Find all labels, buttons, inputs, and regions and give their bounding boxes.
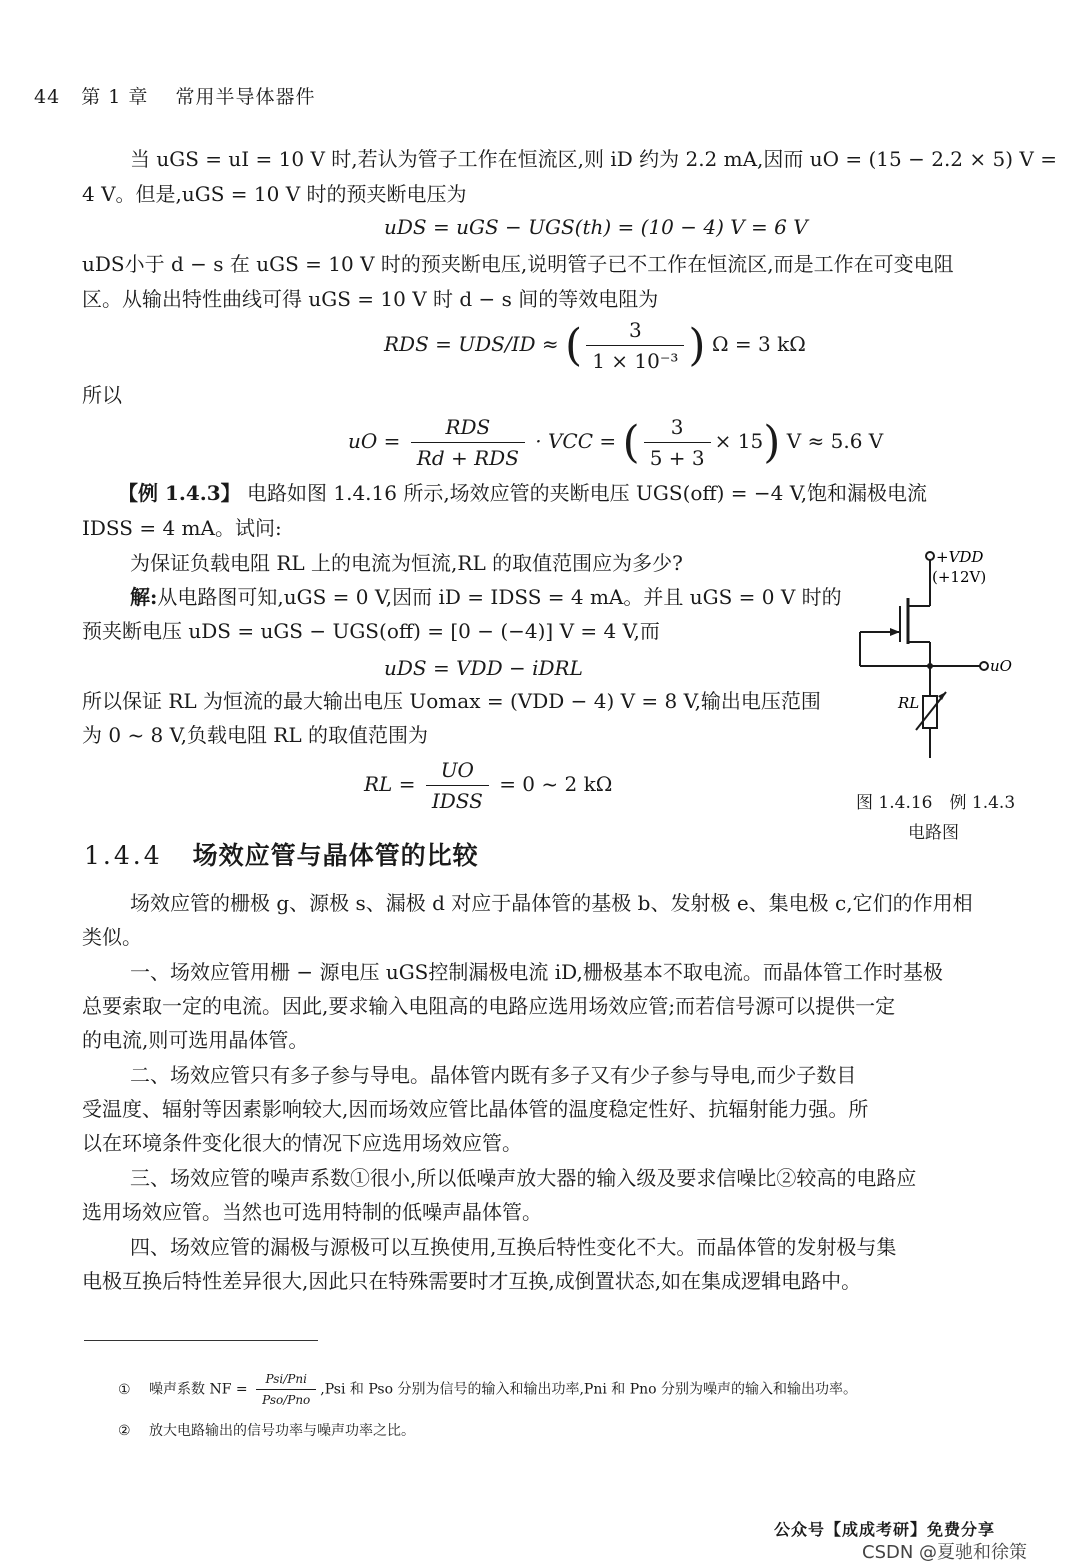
- solution-line: 解:从电路图可知,uGS = 0 V,因而 iD = IDSS = 4 mA。并且 uGS = 0 V 时的: [130, 585, 842, 609]
- eq-rl-fraction: $\frac{UO}{\text{IDSS}}$: [426, 758, 489, 813]
- equation-rl: RL = $\frac{UO}{\text{IDSS}}$ = 0 ~ 2 kΩ: [364, 758, 613, 813]
- footnote-2: ② 放大电路输出的信号功率与噪声功率之比。: [118, 1423, 416, 1439]
- paragraph-line: 场效应管的栅极 g、源极 s、漏极 d 对应于晶体管的基极 b、发射极 e、集电极 c,它们的作用相: [130, 891, 973, 915]
- csdn-watermark: CSDN @夏驰和徐策: [862, 1542, 1028, 1563]
- paragraph-line: 电极互换后特性差异很大,因此只在特殊需要时才互换,成倒置状态,如在集成逻辑电路中。: [82, 1269, 862, 1293]
- paragraph-line: 的电流,则可选用晶体管。: [82, 1028, 309, 1052]
- vdd-terminal: [926, 552, 934, 560]
- paragraph-line: 一、场效应管用栅 − 源电压 uGS控制漏极电流 iD,栅极基本不取电流。而晶体管工作时基极: [130, 960, 943, 984]
- example-line: IDSS = 4 mA。试问:: [82, 516, 282, 540]
- solution-tag: 解:: [130, 585, 158, 609]
- figure-caption-line2: 电路图: [908, 823, 959, 843]
- paragraph-line: 以在环境条件变化很大的情况下应选用场效应管。: [82, 1131, 522, 1155]
- paragraph-line: 所以: [82, 383, 122, 407]
- vdd-value: (+12V): [932, 568, 987, 586]
- eq-uo-fraction-2: $\frac{3}{5 + 3}$: [644, 415, 711, 470]
- paragraph-line: uDS小于 d − s 在 uGS = 10 V 时的预夹断电压,说明管子已不工作在恒流区,而是工作在可变电阻: [82, 252, 954, 276]
- watermark-text: 公众号【成成考研】免费分享: [774, 1520, 996, 1539]
- rl-label: RL: [898, 694, 920, 712]
- equation-predischarge: uDS = uGS − UGS(th) = (10 − 4) V = 6 V: [384, 215, 808, 239]
- paragraph-line: 区。从输出特性曲线可得 uGS = 10 V 时 d − s 间的等效电阻为: [82, 287, 659, 311]
- paragraph-line: 四、场效应管的漏极与源极可以互换使用,互换后特性变化不大。而晶体管的发射极与集: [130, 1235, 897, 1259]
- solution-line: 预夹断电压 uDS = uGS − UGS(off) = [0 − (−4)] V = 4 V,而: [82, 619, 660, 643]
- vdd-label: +VDD: [936, 548, 984, 566]
- equation-uo: uO = $\frac{\text{RDS}}{\text{Rd + RDS}}$ · VCC = ( $\frac{3}{5 + 3}$ × 15) V ≈ 5.6 V: [348, 415, 884, 470]
- output-label: uO: [990, 657, 1012, 675]
- equation-rds: RDS = UDS/ID ≈ ( $\frac{3}{\text{1 × 10⁻³}}$ ) Ω = 3 kΩ: [384, 318, 806, 373]
- eq-rds-right: Ω = 3 kΩ: [711, 332, 806, 356]
- eq-uo-mid: · VCC =: [535, 429, 617, 453]
- paragraph-line: 总要索取一定的电流。因此,要求输入电阻高的电路应选用场效应管;而若信号源可以提供一定: [82, 994, 896, 1018]
- paragraph-line: 类似。: [82, 925, 142, 949]
- figure-caption: 图 1.4.16 例 1.4.3: [856, 793, 1016, 813]
- page-header: [34, 82, 315, 109]
- paragraph-line: 当 uGS = uI = 10 V 时,若认为管子工作在恒流区,则 iD 约为 2.2 mA,因而 uO = (15 − 2.2 × 5) V =: [130, 147, 1057, 171]
- paragraph-line: 4 V。但是,uGS = 10 V 时的预夹断电压为: [82, 182, 467, 206]
- footnote-1: ① 噪声系数 NF = $\frac{\text{Psi/Pni}}{\text{Pso/Pno}}$ ,Psi 和 Pso 分别为信号的输入和输出功率,Pni 和 Pno 分别为噪声的输入和输出功率。: [118, 1372, 858, 1407]
- paragraph-line: 二、场效应管只有多子参与导电。晶体管内既有多子又有少子参与导电,而少子数目: [130, 1063, 857, 1087]
- paragraph-line: 三、场效应管的噪声系数①很小,所以低噪声放大器的输入级及要求信噪比②较高的电路应: [130, 1166, 917, 1190]
- eq-uo-fraction-1: $\frac{\text{RDS}}{\text{Rd + RDS}}$: [411, 415, 525, 470]
- example-question: 为保证负载电阻 RL 上的电流为恒流,RL 的取值范围应为多少?: [130, 551, 683, 575]
- chapter-label: 第 1 章: [81, 86, 149, 108]
- section-number: 1.4.4: [84, 841, 163, 870]
- eq-rds-left: RDS = UDS/ID ≈: [384, 332, 559, 356]
- solution-line: 所以保证 RL 为恒流的最大输出电压 Uomax = (VDD − 4) V = 8 V,输出电压范围: [82, 689, 821, 713]
- page-number: 44: [34, 86, 61, 108]
- eq-uo-left: uO =: [348, 429, 401, 453]
- solution-line: 为 0 ~ 8 V,负载电阻 RL 的取值范围为: [82, 723, 428, 747]
- eq-uo-end: V ≈ 5.6 V: [786, 429, 884, 453]
- section-title: 场效应管与晶体管的比较: [192, 841, 479, 870]
- example-tag: 【例 1.4.3】: [118, 481, 241, 505]
- circuit-diagram: [840, 540, 1040, 780]
- paragraph-line: 选用场效应管。当然也可选用特制的低噪声晶体管。: [82, 1200, 542, 1224]
- section-heading: [84, 836, 479, 872]
- chapter-title: 常用半导体器件: [175, 86, 316, 108]
- eq-rds-fraction: $\frac{3}{\text{1 × 10⁻³}}$: [586, 318, 684, 373]
- example-line: 【例 1.4.3】 电路如图 1.4.16 所示,场效应管的夹断电压 UGS(off) = −4 V,饱和漏极电流: [118, 481, 928, 505]
- paragraph-line: 受温度、辐射等因素影响较大,因而场效应管比晶体管的温度稳定性好、抗辐射能力强。所: [82, 1097, 869, 1121]
- equation-uds: uDS = VDD − iDRL: [384, 656, 583, 680]
- footnote-rule: [84, 1340, 318, 1341]
